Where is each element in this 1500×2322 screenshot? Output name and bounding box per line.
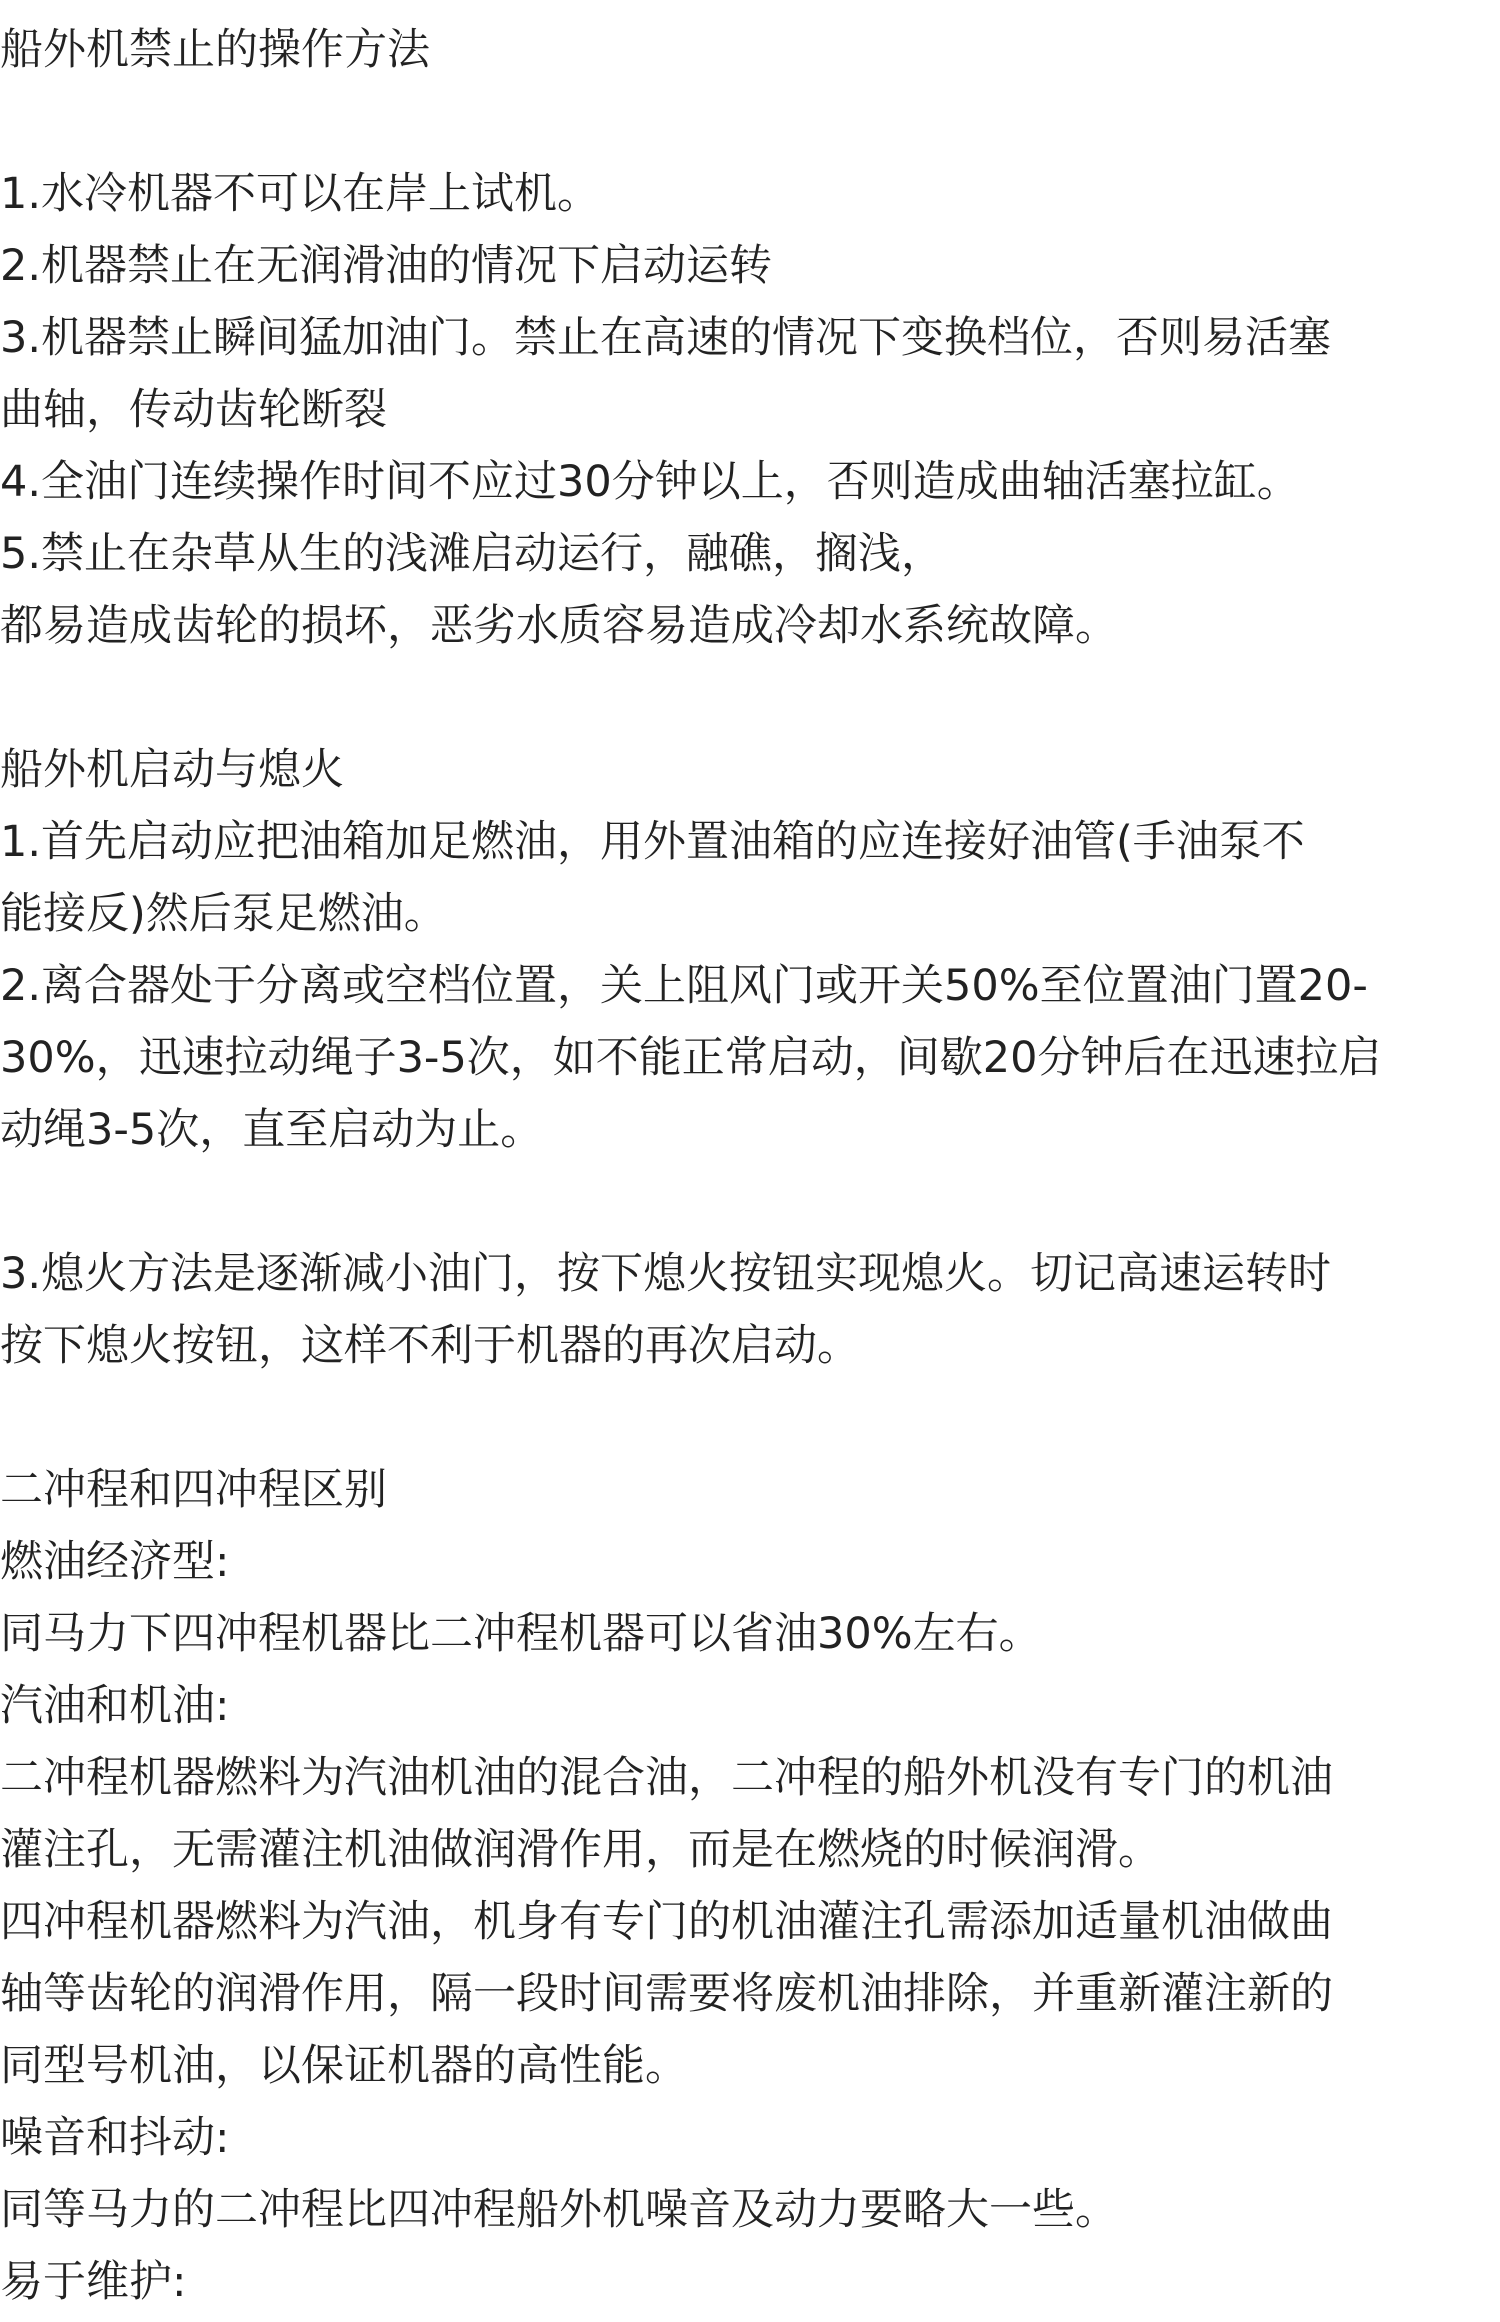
paragraph-line: 5.禁止在杂草从生的浅滩启动运行，融礁，搁浅， [0,529,945,579]
paragraph-line: 1.首先启动应把油箱加足燃油，用外置油箱的应连接好油管(手油泵不 [0,817,1305,867]
paragraph-line: 30%，迅速拉动绳子3-5次，如不能正常启动，间歇20分钟后在迅速拉启 [0,1033,1382,1083]
paragraph-line: 动绳3-5次，直至启动为止。 [0,1105,544,1155]
paragraph-line: 同型号机油，以保证机器的高性能。 [0,2041,688,2091]
paragraph-line: 同等马力的二冲程比四冲程船外机噪音及动力要略大一些。 [0,2185,1118,2235]
paragraph-line: 3.熄火方法是逐渐减小油门，按下熄火按钮实现熄火。切记高速运转时 [0,1249,1332,1299]
paragraph-line: 四冲程机器燃料为汽油，机身有专门的机油灌注孔需添加适量机油做曲 [0,1897,1333,1947]
paragraph-line: 2.机器禁止在无润滑油的情况下启动运转 [0,241,773,291]
blank-line [0,1166,1500,1238]
paragraph-line: 曲轴，传动齿轮断裂 [0,385,387,435]
subheading: 汽油和机油: [0,1681,230,1731]
section-title: 船外机启动与熄火 [0,745,344,795]
blank-line [0,662,1500,734]
paragraph-line: 1.水冷机器不可以在岸上试机。 [0,169,601,219]
blank-line [0,86,1500,158]
section-prohibited-operations [0,14,1500,662]
subheading: 噪音和抖动: [0,2113,230,2163]
paragraph-line: 4.全油门连续操作时间不应过30分钟以上，否则造成曲轴活塞拉缸。 [0,457,1300,507]
paragraph-line: 能接反)然后泵足燃油。 [0,889,447,939]
paragraph-line: 2.离合器处于分离或空档位置，关上阻风门或开关50%至位置油门置20- [0,961,1368,1011]
section-start-and-stop [0,734,1500,1382]
section-title: 船外机禁止的操作方法 [0,25,430,75]
paragraph-line: 灌注孔，无需灌注机油做润滑作用，而是在燃烧的时候润滑。 [0,1825,1161,1875]
paragraph-line: 3.机器禁止瞬间猛加油门。禁止在高速的情况下变换档位，否则易活塞 [0,313,1332,363]
document-body [0,14,1500,2318]
section-two-vs-four-stroke [0,1454,1500,2318]
paragraph-line: 轴等齿轮的润滑作用，隔一段时间需要将废机油排除，并重新灌注新的 [0,1969,1333,2019]
subheading: 燃油经济型: [0,1537,230,1587]
paragraph-line: 同马力下四冲程机器比二冲程机器可以省油30%左右。 [0,1609,1042,1659]
paragraph-line: 二冲程机器燃料为汽油机油的混合油，二冲程的船外机没有专门的机油 [0,1753,1333,1803]
paragraph-line: 都易造成齿轮的损坏，恶劣水质容易造成冷却水系统故障。 [0,601,1118,651]
paragraph-line: 按下熄火按钮，这样不利于机器的再次启动。 [0,1321,860,1371]
section-title: 二冲程和四冲程区别 [0,1465,387,1515]
subheading: 易于维护: [0,2257,187,2307]
blank-line [0,1382,1500,1454]
